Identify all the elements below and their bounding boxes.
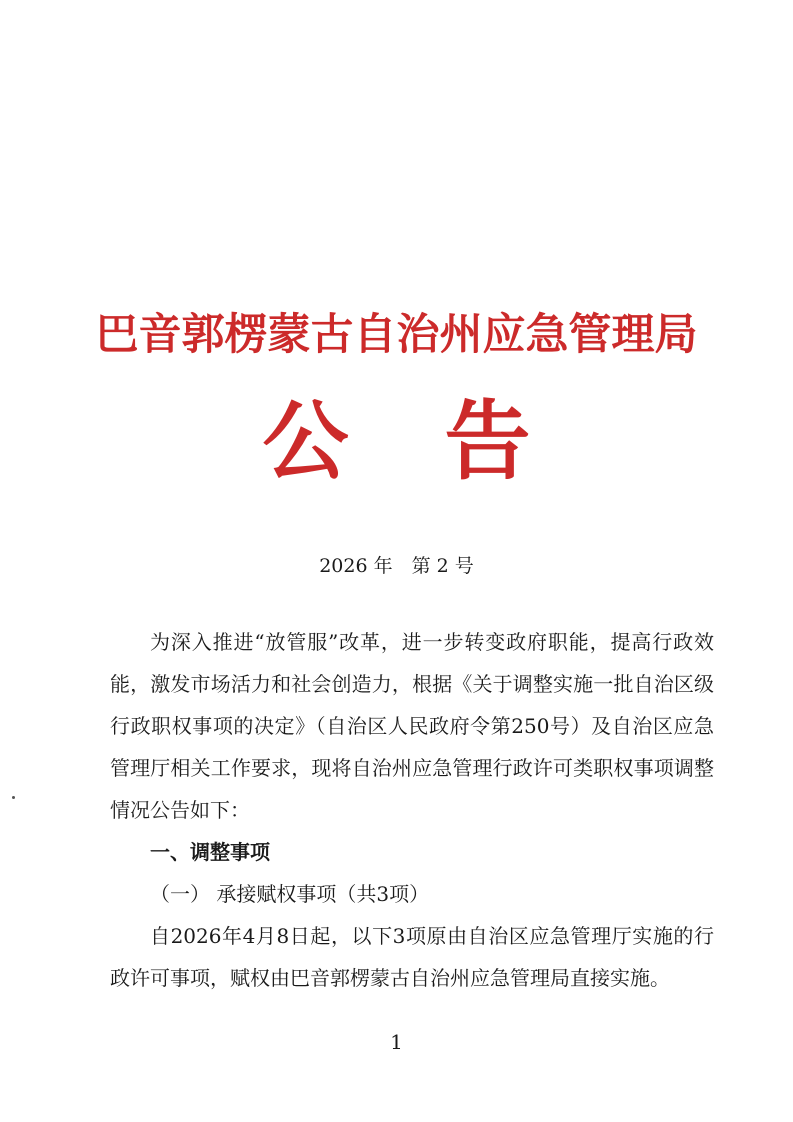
document-type-title (0, 392, 793, 492)
document-body (110, 621, 714, 999)
subsection-heading: （一） 承接赋权事项（共3项） (150, 882, 430, 906)
page-number: 1 (390, 1030, 403, 1054)
section-heading: 一、调整事项 (150, 840, 270, 864)
document-number: 2026 年 第 2 号 (319, 555, 474, 577)
scan-artifact (12, 796, 15, 799)
issuing-organization: 巴音郭楞蒙古自治州应急管理局 (95, 310, 698, 360)
intro-paragraph: 为深入推进“放管服”改革，进一步转变政府职能，提高行政效能，激发市场活力和社会创造力，根据《关于调整实施一批自治区级行政职权事项的决定》（自治区人民政府令第250号）及自治区应急管理厅相关工作要求，现将自治州应急管理行政许可类职权事项调整情况公告如下： (110, 630, 714, 822)
section-paragraph: 自2026年4月8日起，以下3项原由自治区应急管理厅实施的行政许可事项，赋权由巴音郭楞蒙古自治州应急管理局直接实施。 (110, 924, 714, 990)
document-type-char-2: 告 (444, 392, 531, 492)
document-type-char-1: 公 (262, 392, 349, 492)
